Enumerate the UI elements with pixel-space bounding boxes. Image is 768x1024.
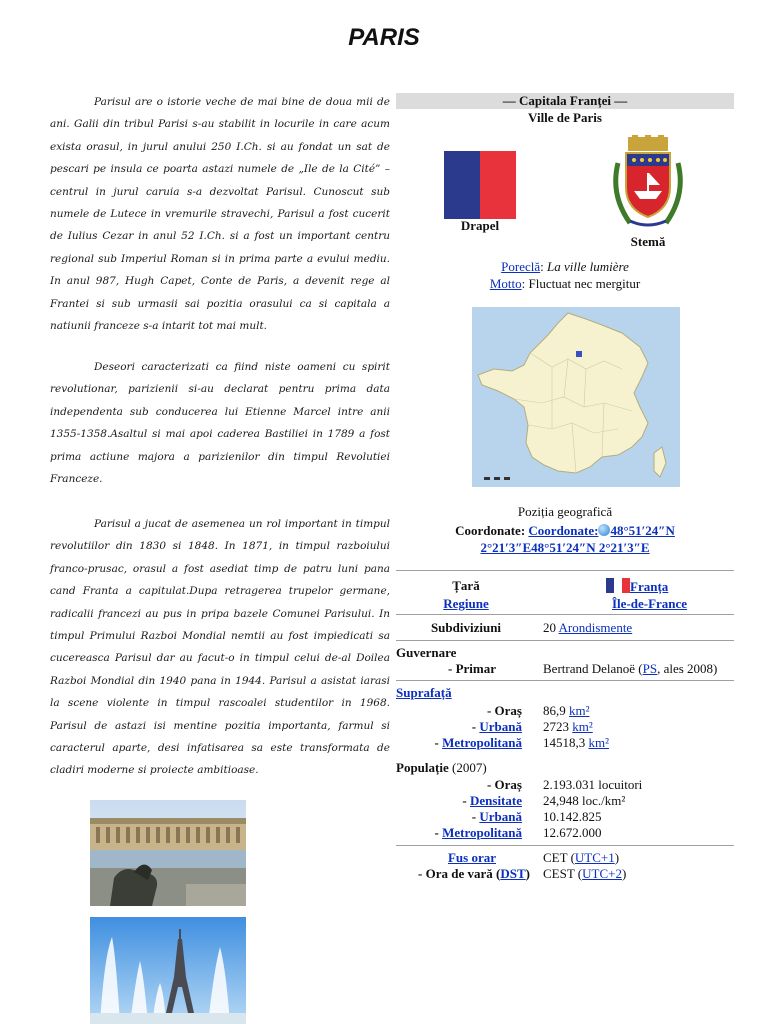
population-row-label: [396, 793, 522, 809]
utc-plus-1-link[interactable]: UTC+1: [574, 850, 615, 865]
population-row-value: 2.193.031 locuitori: [543, 777, 643, 792]
country-value: [606, 578, 668, 595]
motto-row: Motto: Fluctuat nec mergitur: [489, 276, 641, 291]
mayor-name: Bertrand Delanoë (: [543, 661, 643, 676]
timezone-close: ): [614, 850, 620, 865]
summer-time-label: [396, 866, 530, 882]
population-row-prefix: -: [462, 793, 470, 808]
subdivisions-value: [543, 620, 632, 636]
paris-flag: [444, 151, 516, 219]
subdivisions-label: Subdiviziuni: [430, 620, 502, 635]
region-value: [612, 596, 687, 612]
coat-of-arms-image: [608, 135, 688, 235]
coordinates-label: Coordonate:: [455, 523, 526, 538]
summer-time-close: ): [621, 866, 627, 881]
coordinates-full-link[interactable]: 2°21′3″E48°51′24″N 2°21′3″E: [480, 540, 650, 555]
flag-caption: Drapel: [460, 218, 500, 233]
infobox-subtitle: Ville de Paris: [528, 110, 602, 125]
area-row-label: [396, 735, 522, 751]
infobox-header: — Capitala Franței —: [396, 93, 734, 109]
versailles-palace-photo: [90, 800, 246, 906]
area-section: [396, 685, 452, 701]
population-row-prefix: -: [486, 777, 495, 792]
nickname-row: Poreclă: La ville lumière: [501, 259, 629, 274]
summer-time-label-text: - Ora de vară (: [418, 866, 501, 881]
mayor-label: - Primar: [447, 661, 496, 676]
map-caption: Poziția geografică: [517, 504, 613, 519]
divider: [396, 680, 734, 681]
coordinates-latitude-link[interactable]: 48°51′24″N: [610, 523, 675, 538]
coat-of-arms-caption: Stemă: [630, 234, 666, 249]
timezone-link[interactable]: Fus orar: [447, 850, 496, 865]
history-paragraph-1: Parisul are o istorie veche de mai bine de doua mii de ani. Galii din tribul Parisi s-au stabilit in locurile in care acum exista orasul, in jurul anului 250 I.Ch. si au fondat un sat de pescari pe insula ce poarta astazi numele de „Ile de la Cité” – centrul in jurul caruia s-a dezvoltat Parisul. Cunoscut sub numele de Lutece in vremurile stravechi, Parisul a fost cucerit de Iulius Cezar in anul 52 I.Ch. si a fost un important centru regional sub Imperiul Roman si in prima parte a evului mediu. In anul 987, Hugh Capet, Conte de Paris, a devenit rege al Frantei si sub urmasii sai pozitia orasului ca si capitala a natiunii franceze s-a intarit tot mai mult.: [50, 96, 390, 333]
coordinates-line-2: [396, 540, 734, 556]
population-row-prefix: -: [434, 825, 443, 840]
region-value-link[interactable]: Île-de-France: [612, 596, 688, 611]
area-row-name: Oraș: [494, 703, 522, 718]
population-row-label: [396, 809, 522, 825]
france-location-map[interactable]: [472, 307, 680, 487]
page-title: PARIS: [348, 24, 420, 51]
history-paragraph-3: Parisul a jucat de asemenea un rol important in timpul revolutiilor din 1830 si 1848. In 1871, in timpul razboiului franco-prusac, orasul a fost asediat timp de patru luni pana cand Franta a capitulat.Dupa retragerea trupelor germane, radicalii francezi au pus in pripa bazele Comunei Parisului. In timpul Primului Razboi Mondial nemtii au fost impiedicati sa cucereasca Parisul dar au facut-o in timpul celui de-al Doilea Razboi Mondial din 1940 pana in 1944. Parisul a asistat iarasi la scene violente in timpul rascoalei studentilor in 1968. Parisul de astazi isi mentine pozitia importanta, farmul si caracterul aparte, desi infatisarea sa este transformata de cladiri moderne si proiecte ambitioase.: [50, 518, 390, 777]
population-label: Populație: [396, 760, 449, 775]
region-row: [396, 596, 536, 612]
nickname-value: La ville lumière: [547, 259, 629, 274]
summer-time-value: [543, 866, 626, 882]
km2-unit-link[interactable]: km²: [588, 735, 610, 750]
area-row-value: [543, 703, 590, 719]
area-row-prefix: -: [471, 719, 480, 734]
population-row-name[interactable]: Urbană: [479, 809, 522, 824]
population-row-label: [396, 777, 522, 793]
area-row-value: [543, 735, 609, 751]
region-label-link[interactable]: Regiune: [443, 596, 489, 611]
area-row-number: 2723: [543, 719, 569, 734]
km2-unit-link[interactable]: km²: [572, 719, 593, 734]
timezone-name: CET (: [543, 850, 575, 865]
divider: [396, 570, 734, 571]
party-link[interactable]: PS: [642, 661, 658, 676]
area-row-name[interactable]: Urbană: [479, 719, 522, 734]
area-label-link[interactable]: Suprafață: [396, 685, 452, 700]
coordinates-link[interactable]: Coordonate:: [528, 523, 599, 538]
area-row-number: 14518,3: [543, 735, 586, 750]
population-row-value: 10.142.825: [543, 809, 602, 824]
area-row-label: [396, 703, 522, 719]
utc-plus-2-link[interactable]: UTC+2: [582, 866, 622, 881]
globe-icon[interactable]: [598, 524, 610, 536]
summer-time-name: CEST (: [543, 866, 583, 881]
population-row-value: 12.672.000: [543, 825, 602, 840]
divider: [396, 845, 734, 846]
mayor-value: [543, 661, 717, 677]
government-label: Guvernare: [396, 645, 457, 660]
divider: [396, 640, 734, 641]
summer-time-label-close: ): [525, 866, 530, 881]
area-row-name[interactable]: Metropolitană: [442, 735, 522, 750]
subdivisions-number: 20: [543, 620, 556, 635]
nickname-link[interactable]: Poreclă: [501, 259, 541, 274]
history-paragraph-2: Deseori caracterizati ca fiind niste oameni cu spirit revolutionar, parizienii si-au declarat pentru prima data independenta sub conducerea lui Etienne Marcel intre anii 1355-1358.Asaltul si mai apoi caderea Bastiliei in 1789 a fost prima actiune majora a parizienilor din timpul Revolutiei Franceze.: [50, 361, 390, 486]
area-row-number: 86,9: [543, 703, 566, 718]
area-row-label: [396, 719, 522, 735]
population-row-name[interactable]: Densitate: [470, 793, 522, 808]
divider: [396, 614, 734, 615]
population-row-label: [396, 825, 522, 841]
country-link[interactable]: Franța: [630, 579, 669, 594]
population-row-name: Oraș: [494, 777, 522, 792]
france-flag-icon: [606, 578, 630, 593]
population-section: [396, 760, 487, 776]
area-row-prefix: -: [434, 735, 443, 750]
motto-link[interactable]: Motto: [489, 276, 522, 291]
mayor-term: , ales 2008): [657, 661, 718, 676]
timezone-row: [396, 850, 496, 866]
area-row-prefix: -: [486, 703, 495, 718]
timezone-value: [543, 850, 619, 866]
population-row-name[interactable]: Metropolitană: [442, 825, 522, 840]
eiffel-tower-fountains-photo: [90, 917, 246, 1024]
dst-link[interactable]: DST: [500, 866, 526, 881]
area-row-value: [543, 719, 593, 735]
km2-unit-link[interactable]: km²: [569, 703, 590, 718]
population-row-prefix: -: [471, 809, 480, 824]
country-label: Țară: [452, 578, 480, 593]
population-row-value: 24,948 loc./km²: [543, 793, 626, 808]
coordinates-row: [396, 523, 734, 539]
motto-value: Fluctuat nec mergitur: [528, 276, 641, 291]
arrondissements-link[interactable]: Arondismente: [558, 620, 633, 635]
population-year: (2007): [451, 760, 487, 775]
